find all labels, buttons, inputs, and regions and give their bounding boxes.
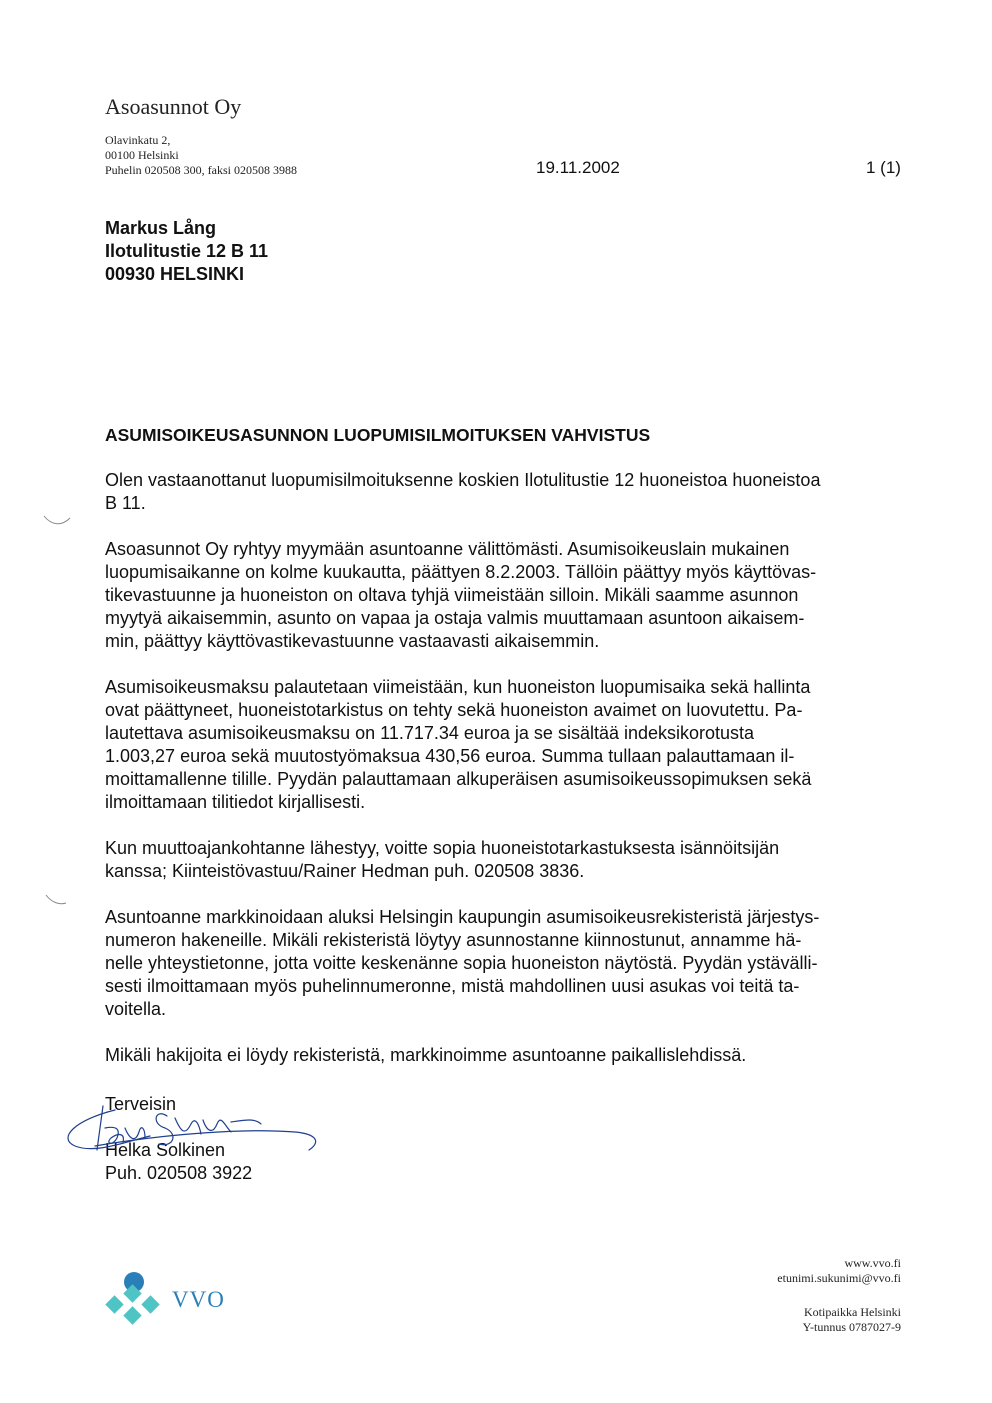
body-paragraph	[105, 469, 905, 515]
body-paragraph	[105, 1044, 905, 1067]
signer-name: Helka Solkinen	[105, 1140, 226, 1160]
recipient-city: 00930 HELSINKI	[105, 264, 245, 284]
company-address	[105, 133, 297, 178]
body-paragraph	[105, 538, 905, 653]
body-paragraph	[105, 906, 905, 1021]
body-paragraph	[105, 676, 905, 814]
vvo-logo-icon	[104, 1271, 164, 1329]
text-line: kanssa; Kiinteistövastuu/Rainer Hedman puh. 020508 3836.	[105, 861, 585, 881]
address-line: Olavinkatu 2,	[105, 133, 171, 147]
text-line: sesti ilmoittamaan myös puhelinnumeronne, mistä mahdollinen uusi asukas voi teitä ta-	[105, 976, 800, 996]
fold-mark	[42, 514, 72, 528]
text-line: Asumisoikeusmaksu palautetaan viimeistään, kun huoneiston luopumisaika sekä hallinta	[105, 677, 811, 697]
recipient-address	[105, 217, 268, 286]
footer-domicile: Kotipaikka Helsinki	[804, 1305, 901, 1319]
text-line: Olen vastaanottanut luopumisilmoituksenne koskien Ilotulitustie 12 huoneistoa huoneistoa	[105, 470, 821, 490]
text-line: lautettava asumisoikeusmaksu on 11.717.34 euroa ja se sisältää indeksikorotusta	[105, 723, 755, 743]
fold-mark	[44, 893, 68, 907]
address-line: 00100 Helsinki	[105, 148, 179, 162]
text-line: voitella.	[105, 999, 167, 1019]
recipient-name: Markus Lång	[105, 218, 217, 238]
text-line: nelle yhteystietonne, jotta voitte keskenänne sopia huoneiston näytöstä. Pyydän ystävälli-	[105, 953, 818, 973]
footer-contact	[777, 1256, 901, 1286]
text-line: ilmoittamaan tilitiedot kirjallisesti.	[105, 792, 366, 812]
letter-subject: ASUMISOIKEUSASUNNON LUOPUMISILMOITUKSEN VAHVISTUS	[105, 425, 651, 445]
recipient-street: Ilotulitustie 12 B 11	[105, 241, 269, 261]
footer-email: etunimi.sukunimi@vvo.fi	[777, 1271, 901, 1285]
text-line: numeron hakeneille. Mikäli rekisteristä löytyy asunnostanne kiinnostunut, annamme hä-	[105, 930, 802, 950]
text-line: tikevastuunne ja huoneiston on oltava tyhjä viimeistään silloin. Mikäli saamme asunnon	[105, 585, 799, 605]
vvo-logo-text: VVO	[172, 1287, 225, 1312]
body-paragraph	[105, 837, 905, 883]
text-line: B 11.	[105, 493, 146, 513]
letter-date: 19.11.2002	[536, 158, 620, 177]
text-line: min, päättyy käyttövastikevastuunne vastaavasti aikaisemmin.	[105, 631, 600, 651]
footer-website: www.vvo.fi	[844, 1256, 901, 1270]
letter-body	[105, 469, 905, 1090]
footer-business-id: Y-tunnus 0787027-9	[802, 1320, 901, 1334]
signer-phone: Puh. 020508 3922	[105, 1163, 253, 1183]
text-line: luopumisaikanne on kolme kuukautta, päättyen 8.2.2003. Tällöin päättyy myös käyttövas-	[105, 562, 817, 582]
text-line: myytyä aikaisemmin, asunto on vapaa ja ostaja valmis muuttamaan asuntoon aikaisem-	[105, 608, 805, 628]
text-line: Mikäli hakijoita ei löydy rekisteristä, markkinoimme asuntoanne paikallislehdissä.	[105, 1045, 747, 1065]
text-line: Kun muuttoajankohtanne lähestyy, voitte sopia huoneistotarkastuksesta isännöitsijän	[105, 838, 780, 858]
footer-legal	[803, 1305, 901, 1335]
text-line: 1.003,27 euroa sekä muutostyömaksua 430,56 euroa. Summa tullaan palauttamaan il-	[105, 746, 795, 766]
handwritten-signature	[55, 1098, 325, 1168]
text-line: Asoasunnot Oy ryhtyy myymään asuntoanne välittömästi. Asumisoikeuslain mukainen	[105, 539, 790, 559]
text-line: ovat päättyneet, huoneistotarkistus on tehty sekä huoneiston avaimet on luovutettu. Pa-	[105, 700, 803, 720]
company-name: Asoasunnot Oy	[105, 94, 242, 119]
text-line: Asuntoanne markkinoidaan aluksi Helsingin kaupungin asumisoikeusrekisteristä järjestys-	[105, 907, 820, 927]
closing-greeting: Terveisin	[105, 1094, 177, 1114]
text-line: moittamallenne tilille. Pyydän palauttamaan alkuperäisen asumisoikeussopimuksen sekä	[105, 769, 812, 789]
page-number: 1 (1)	[866, 158, 901, 177]
address-line: Puhelin 020508 300, faksi 020508 3988	[105, 163, 297, 177]
